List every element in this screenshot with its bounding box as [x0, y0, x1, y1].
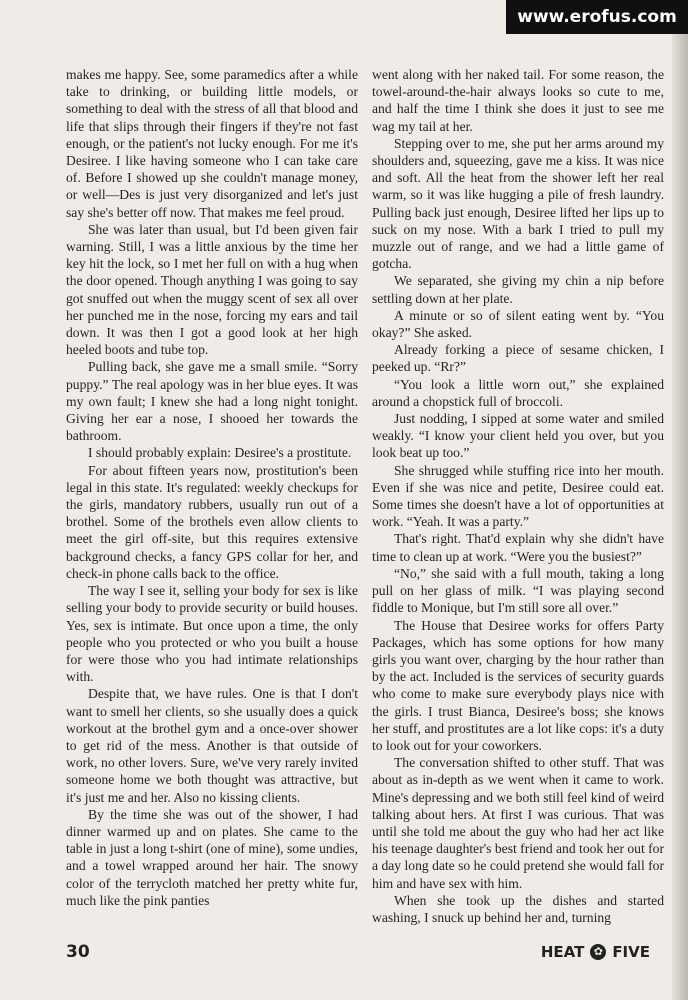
right-column [372, 66, 664, 926]
page-spine [672, 0, 688, 1000]
left-column [66, 66, 358, 909]
paragraph: makes me happy. See, some paramedics after a while take to drinking, or building little models, or something to deal with the stress of all that blood and life that slips through their fingers if they're not fast enough, or the patient's not lucky enough. For me it's Desiree. I like having someone who I can take care of. Before I showed up she couldn't manage money, or well—Des is just very disorganized and let's just say she's better off now. That makes me feel proud. [66, 67, 358, 220]
paragraph: By the time she was out of the shower, I had dinner warmed up and on plates. She came to the table in just a long t-shirt (one of mine), some undies, and a towel wrapped around her hair. The snowy color of the terrycloth matched her pretty white fur, much like the pink panties [66, 806, 358, 908]
paragraph: The House that Desiree works for offers Party Packages, which has some options for how many girls you want over, charging by the hour rather than by the act. Included is the services of security guards who come to make sure everybody plays nice with the girls. I trust Bianca, Desiree's boss; she knows her stuff, and prostitutes are a lot like cops: it's a duty to look out for your coworkers. [372, 617, 664, 753]
paragraph: That's right. That'd explain why she didn't have time to clean up at work. “Were you the busiest?” [372, 531, 664, 564]
paragraph: “You look a little worn out,” she explained around a chopstick full of broccoli. [372, 376, 664, 409]
paragraph: We separated, she giving my chin a nip before settling down at her plate. [372, 273, 664, 306]
paragraph: She was later than usual, but I'd been given fair warning. Still, I was a little anxious by the time her key hit the lock, so I met her full on with a hug when the door opened. Though anything I was going to say got snuffed out when the muggy scent of sex all over her punched me in the nose, forcing my ears and tail down. It was then I got a good look at her high heeled boots and tube top. [66, 221, 358, 358]
brand-heat: HEAT [540, 943, 585, 961]
paragraph: Just nodding, I sipped at some water and smiled weakly. “I know your client held you over, but you look beat up too.” [372, 411, 664, 461]
magazine-brand [541, 943, 650, 961]
paragraph: “No,” she said with a full mouth, taking a long pull on her glass of milk. “I was playing second fiddle to Monique, but I'm still sore all over.” [372, 565, 664, 616]
paragraph: went along with her naked tail. For some reason, the towel-around-the-hair always looks so cute to me, and half the time I think she does it just to see me wag my tail at her. [372, 67, 664, 134]
paragraph: Despite that, we have rules. One is that I don't want to smell her clients, so she usually does a quick workout at the brothel gym and a once-over shower to get rid of the mess. Another is that outside of work, no other lovers. Sure, we've very rarely invited someone home we both thought was attractive, but it's just me and her. Also no kissing clients. [66, 686, 358, 805]
paragraph: When she took up the dishes and started washing, I snuck up behind her and, turning [372, 892, 664, 925]
paragraph: The way I see it, selling your body for sex is like selling your body to provide security or build houses. Yes, sex is intimate. But once upon a time, the only people who you protected or who you built a house for were those who you had intimate relationships with. [66, 583, 358, 685]
paragraph: A minute or so of silent eating went by. “You okay?” She asked. [372, 307, 664, 341]
paw-logo-icon: ✿ [590, 944, 606, 960]
paragraph: The conversation shifted to other stuff. That was about as in-depth as we went when it came to work. Mine's depressing and we both still feel kind of weird talking about hers. At first I was curious. That was until she told me about the guy who had her act like his teenage daughter's best friend and took her out for a day long date so he could pretend she would fall for him and have sex with him. [372, 755, 665, 891]
brand-five: FIVE [612, 943, 650, 961]
page-number: 30 [66, 942, 90, 962]
paragraph: For about fifteen years now, prostitution's been legal in this state. It's regulated: weekly checkups for the girls, mandatory rubbers, usually run out of a brothel. Some of the brothels even allow clients to meet the girl off-site, but this requires extensive background checks, a fancy GPS collar for her, and check-in phone calls back to the office. [66, 462, 358, 581]
paragraph: Pulling back, she gave me a small smile. “Sorry puppy.” The real apology was in her blue eyes. It was my own fault; I knew she had a long night tonight. Giving her ear a nose, I shooed her towards the bathroom. [66, 359, 358, 444]
paragraph: I should probably explain: Desiree's a prostitute. [88, 445, 352, 461]
paragraph: She shrugged while stuffing rice into her mouth. Even if she was nice and petite, Desiree could eat. Some times she doesn't have a lot of opportunities at work. “Yeah. It was a party.” [372, 462, 664, 530]
paragraph: Stepping over to me, she put her arms around my shoulders and, squeezing, gave me a kiss. It was nice and soft. All the heat from the shower left her real warm, so it was like hugging a pile of fresh laundry. Pulling back just enough, Desiree lifted her lips up to suck on my nose. With a bark I tried to pull my muzzle out of range, and we had a little game of gotcha. [372, 135, 664, 272]
paragraph: Already forking a piece of sesame chicken, I peeked up. “Rr?” [372, 342, 664, 375]
site-watermark: www.erofus.com [506, 0, 688, 34]
